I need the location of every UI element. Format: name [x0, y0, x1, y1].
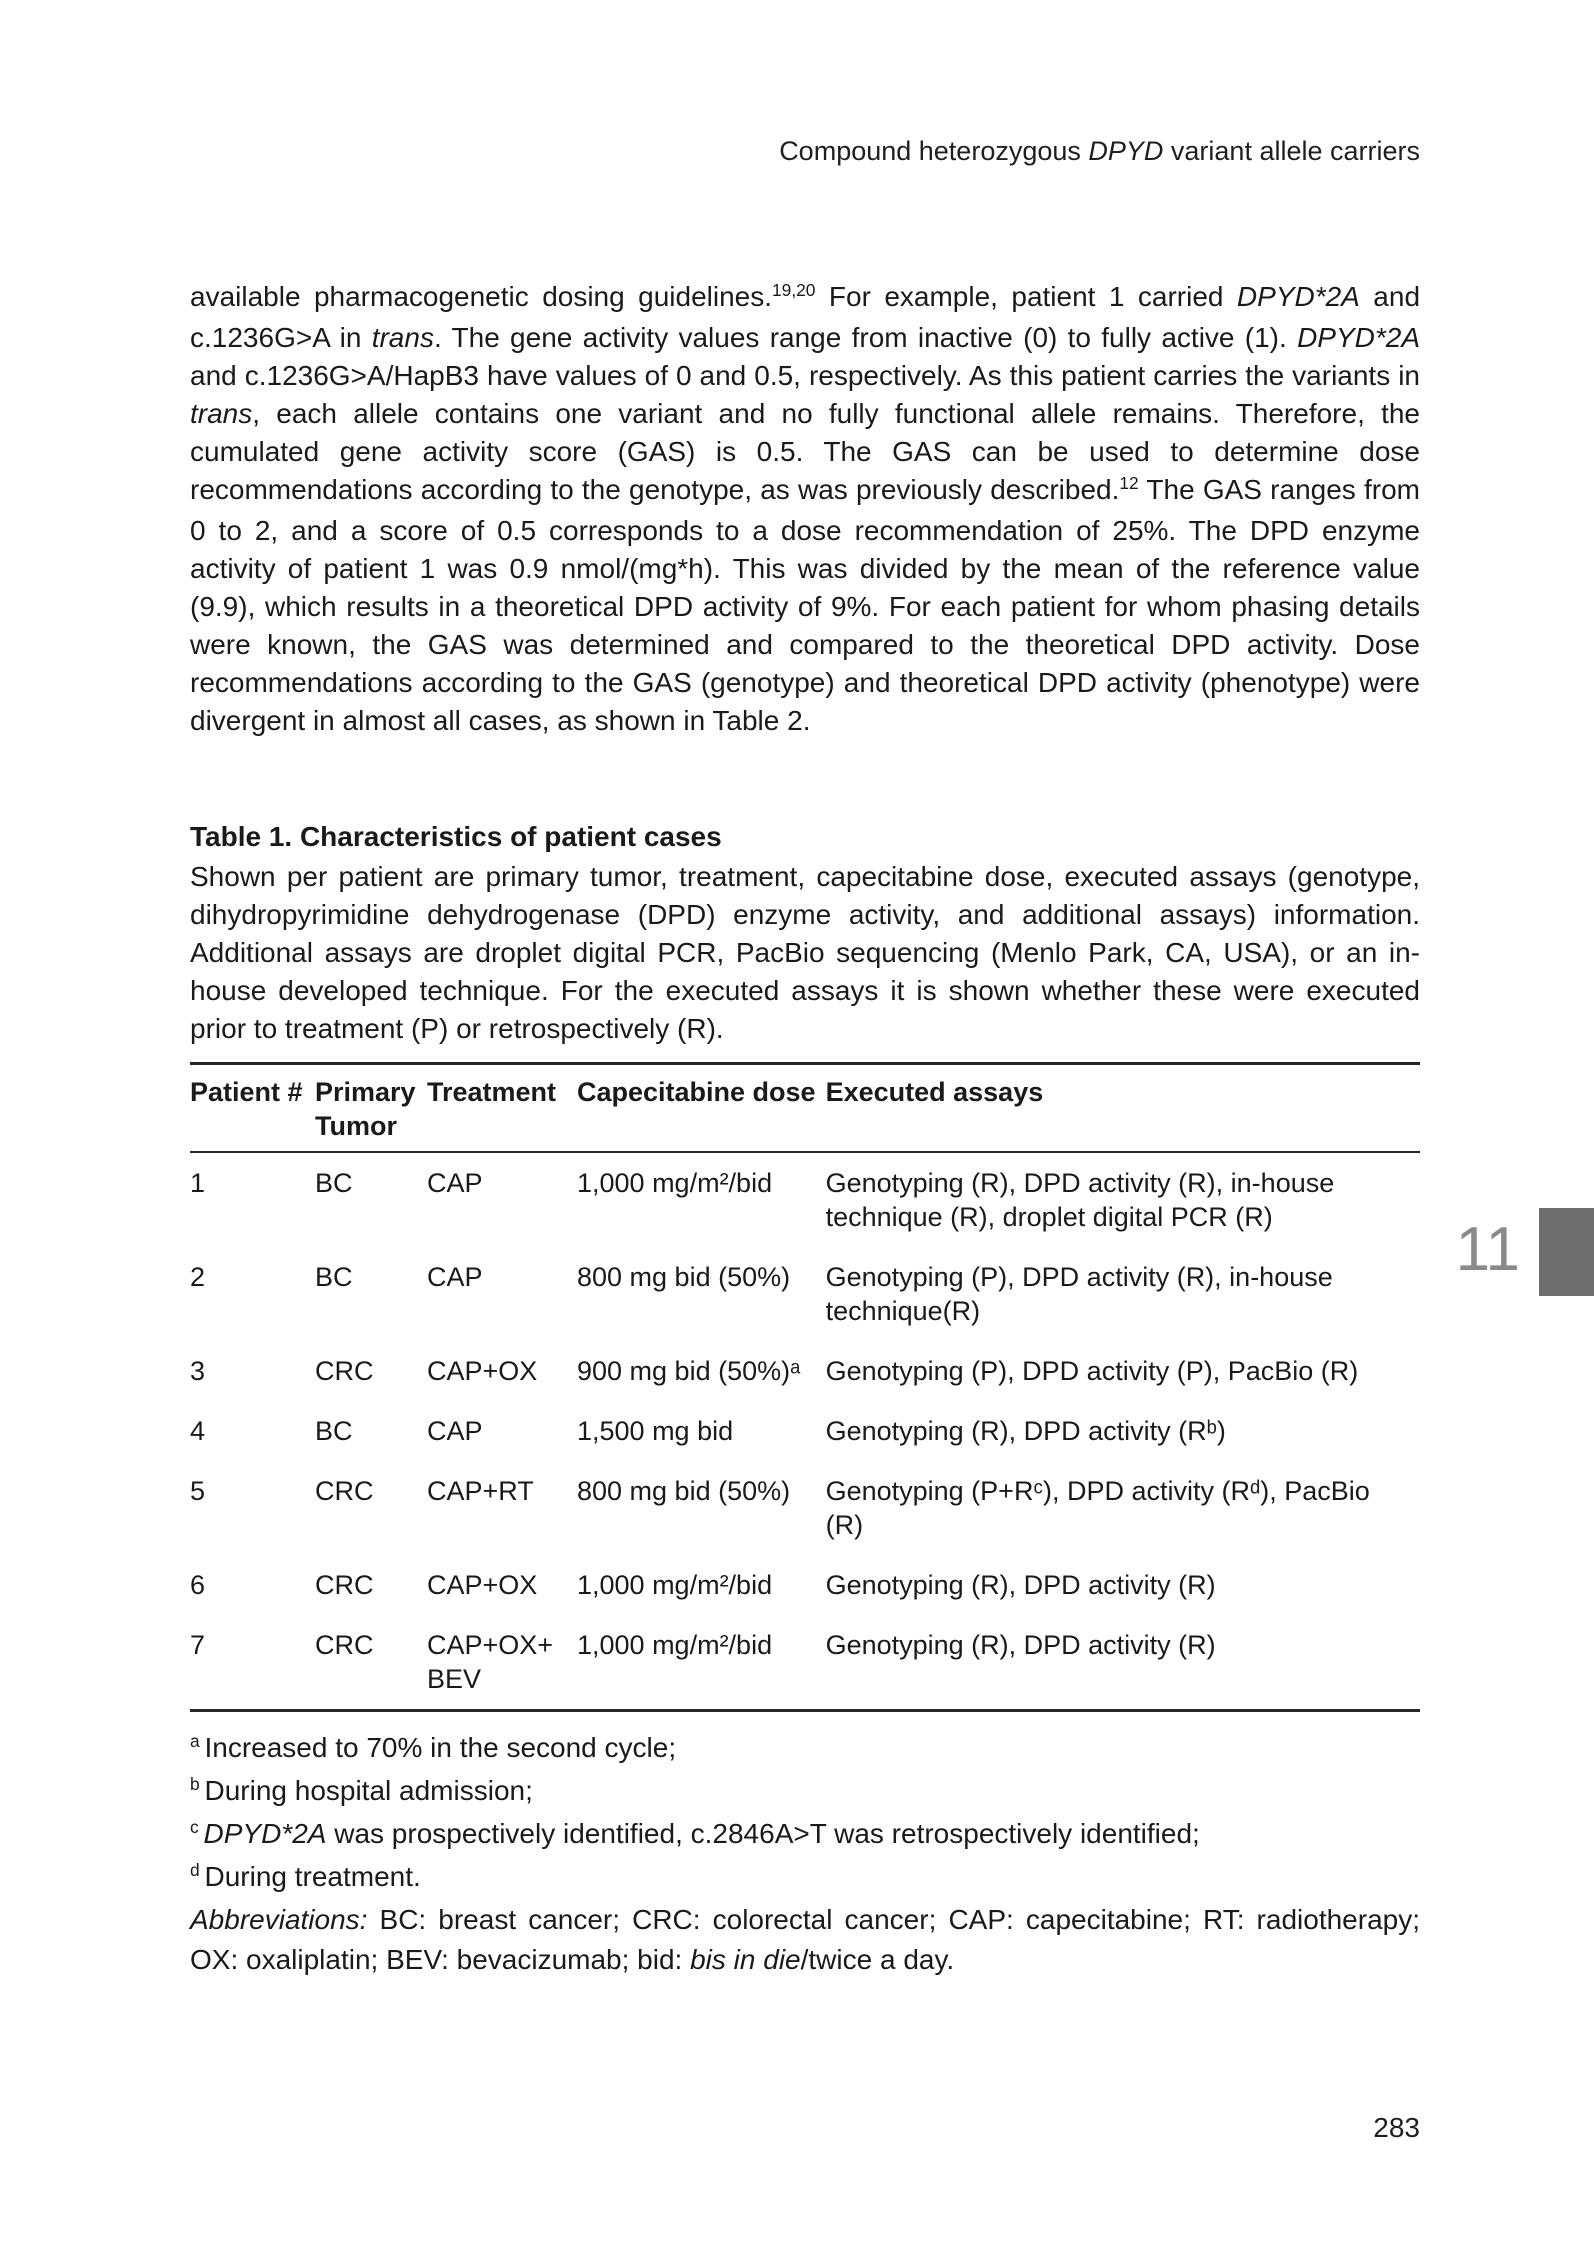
table-cell: 800 mg bid (50%) [577, 1476, 791, 1506]
table-cell: Genotyping (R), DPD activity (R) [825, 1570, 1216, 1600]
table-cell: 1 [190, 1168, 206, 1198]
table-cell: CAP+OX [427, 1356, 538, 1386]
table-cell: 1,000 mg/m²/bid [577, 1570, 773, 1600]
page-number: 283 [1373, 2112, 1420, 2143]
table-row [190, 1247, 1420, 1341]
footnote-a: $^a$ Increased to 70% in the second cycle; [190, 1731, 677, 1763]
table-caption: Shown per patient are primary tumor, treatment, capecitabine dose, executed assays (genotype, dihydropyrimidine dehydrogenase (DPD) enzyme activity, and additional assays) information. Additional assays are droplet digital PCR, PacBio sequencing (Menlo Park, CA, USA), or an in-house developed technique. For the executed assays it is shown whether these were executed prior to treatment (P) or retrospectively (R). [190, 861, 1420, 1044]
patient-table [190, 1062, 1420, 1712]
column-header-executed-assays: Executed assays [826, 1064, 1420, 1153]
table-cell: Genotyping (R), DPD activity (Rᵇ) [825, 1416, 1226, 1446]
column-header-patient: Patient # [190, 1064, 315, 1153]
table-cell: 3 [190, 1356, 206, 1386]
chapter-number: 11 [1455, 1215, 1520, 1284]
table-cell: BC [315, 1262, 353, 1292]
table-cell: 1,500 mg bid [577, 1416, 734, 1446]
table-cell: 900 mg bid (50%)ᵃ [577, 1356, 801, 1386]
body-paragraph: available pharmacogenetic dosing guidelines.$^{19,20}$ For example, patient 1 carried DPYD*2A and c.1236G>A in trans. The gene activity values range from inactive (0) to fully active (1). DPYD*2A and c.1236G>A/HapB3 have values of 0 and 0.5, respectively. As this patient carries the variants in trans, each allele contains one variant and no fully functional allele remains. Therefore, the cumulated gene activity score (GAS) is 0.5. The GAS can be used to determine dose recommendations according to the genotype, as was previously described.$^{12}$ The GAS ranges from 0 to 2, and a score of 0.5 corresponds to a dose recommendation of 25%. The DPD enzyme activity of patient 1 was 0.9 nmol/(mg*h). This was divided by the mean of the reference value (9.9), which results in a theoretical DPD activity of 9%. For each patient for whom phasing details were known, the GAS was determined and compared to the theoretical DPD activity. Dose recommendations according to the GAS (genotype) and theoretical DPD activity (phenotype) were divergent in almost all cases, as shown in Table 2. [190, 280, 1421, 736]
table-cell: BC [315, 1168, 353, 1198]
table-row [190, 1461, 1420, 1555]
table-row [190, 1152, 1420, 1247]
table-cell: CRC [315, 1630, 374, 1660]
abbreviations-text: Abbreviations: BC: breast cancer; CRC: colorectal cancer; CAP: capecitabine; RT: radiotherapy; OX: oxaliplatin; BEV: bevacizumab; bid: bis in die/twice a day. [190, 1904, 1420, 1975]
table-cell: 1,000 mg/m²/bid [577, 1630, 773, 1660]
table-row [190, 1555, 1420, 1615]
table-cell: CAP+OX [427, 1570, 538, 1600]
table-cell: CRC [315, 1570, 374, 1600]
footnote-b: $^b$ During hospital admission; [190, 1774, 533, 1806]
table-cell: Genotyping (P), DPD activity (R), in-house technique(R) [825, 1262, 1333, 1326]
chapter-tab-marker [1539, 1208, 1594, 1296]
table-section [190, 818, 1420, 1980]
table-cell: 7 [190, 1630, 206, 1660]
column-header-primary-tumor: Primary Tumor [315, 1064, 427, 1153]
table-cell: CAP+OX+ BEV [427, 1630, 554, 1694]
table-cell: CAP [427, 1168, 483, 1198]
footnote-c: $^c$ DPYD*2A was prospectively identified, c.2846A>T was retrospectively identified; [190, 1817, 1200, 1849]
column-header-treatment: Treatment [427, 1064, 577, 1153]
table-cell: Genotyping (R), DPD activity (R), in-house technique (R), droplet digital PCR (R) [825, 1168, 1335, 1232]
table-cell: CAP [427, 1262, 483, 1292]
table-footnotes [190, 1728, 1420, 1980]
table-row [190, 1401, 1420, 1461]
table-cell: 5 [190, 1476, 206, 1506]
table-cell: 6 [190, 1570, 206, 1600]
table-cell: Genotyping (P+Rᶜ), DPD activity (Rᵈ), PacBio (R) [825, 1476, 1370, 1540]
table-cell: CRC [315, 1476, 374, 1506]
running-head: Compound heterozygous DPYD variant allele carriers [779, 136, 1420, 166]
table-row [190, 1341, 1420, 1401]
table-row [190, 1615, 1420, 1711]
column-header-capecitabine-dose: Capecitabine dose [577, 1064, 826, 1153]
table-cell: 2 [190, 1262, 206, 1292]
table-cell: CRC [315, 1356, 374, 1386]
table-title: Table 1. Characteristics of patient cases [190, 821, 722, 852]
footnote-d: $^d$ During treatment. [190, 1860, 421, 1892]
table-header-row [190, 1064, 1420, 1153]
table-cell: CAP+RT [427, 1476, 534, 1506]
table-cell: 1,000 mg/m²/bid [577, 1168, 773, 1198]
table-cell: CAP [427, 1416, 483, 1446]
table-cell: 4 [190, 1416, 206, 1446]
table-cell: Genotyping (P), DPD activity (P), PacBio (R) [825, 1356, 1359, 1386]
table-cell: BC [315, 1416, 353, 1446]
table-cell: Genotyping (R), DPD activity (R) [825, 1630, 1216, 1660]
table-cell: 800 mg bid (50%) [577, 1262, 791, 1292]
